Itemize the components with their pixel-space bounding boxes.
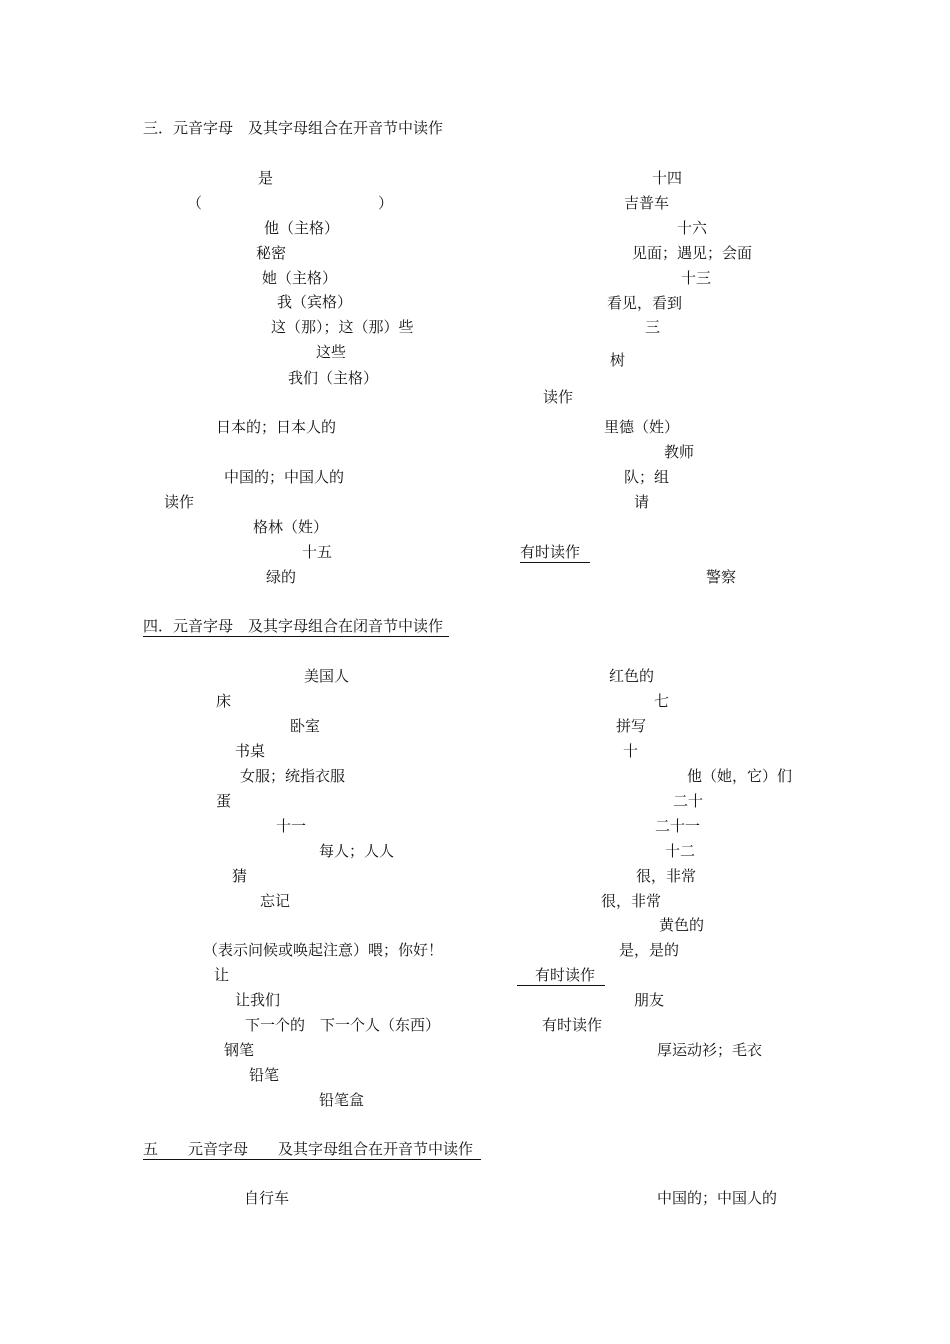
sometimes-read-as-label: 有时读作 bbox=[542, 1016, 603, 1034]
vocab-item: 十三 bbox=[681, 269, 712, 287]
vocab-item: 这（那）；这（那）些 bbox=[271, 318, 414, 336]
vocab-item: 这些 bbox=[316, 343, 347, 361]
vocab-item: 绿的 bbox=[266, 568, 297, 586]
vocab-item: 床 bbox=[216, 692, 232, 710]
vocab-item: 三 bbox=[645, 318, 661, 336]
vocab-item: 拼写 bbox=[616, 717, 647, 735]
vocab-item: 铅笔 bbox=[249, 1066, 280, 1084]
vocab-item: 我（宾格） bbox=[277, 293, 353, 311]
vocab-item: 日本的；日本人的 bbox=[216, 418, 337, 436]
vocab-item: 很，非常 bbox=[601, 892, 662, 910]
section-3-heading: 三．元音字母 及其字母组合在开音节中读作 bbox=[143, 119, 444, 137]
vocab-item: 警察 bbox=[706, 568, 737, 586]
vocab-item: 秘密 bbox=[256, 244, 287, 262]
vocab-item: 钢笔 bbox=[224, 1041, 255, 1059]
vocab-item: 十一 bbox=[276, 817, 307, 835]
vocab-item: 猜 bbox=[232, 867, 248, 885]
vocab-item: 很，非常 bbox=[636, 867, 697, 885]
vocab-item: 让我们 bbox=[235, 991, 281, 1009]
vocab-item: 看见，看到 bbox=[607, 294, 683, 312]
sometimes-read-as-label: 有时读作 bbox=[517, 966, 605, 986]
vocab-item: 厚运动衫；毛衣 bbox=[657, 1041, 763, 1059]
vocab-item: 中国的；中国人的 bbox=[657, 1189, 778, 1207]
vocab-item: 她（主格） bbox=[262, 269, 338, 287]
vocab-item: 朋友 bbox=[634, 991, 665, 1009]
vocab-item: 红色的 bbox=[609, 667, 655, 685]
vocab-item: 队；组 bbox=[624, 468, 670, 486]
vocab-item: 忘记 bbox=[260, 892, 291, 910]
close-paren: ） bbox=[378, 194, 394, 212]
vocab-item: 每人；人人 bbox=[319, 842, 395, 860]
vocab-item: 里德（姓） bbox=[604, 418, 680, 436]
read-as-label: 读作 bbox=[164, 493, 195, 511]
vocab-item: 教师 bbox=[664, 443, 695, 461]
vocab-item: 女服；统指衣服 bbox=[240, 767, 346, 785]
vocab-item: 二十一 bbox=[655, 817, 701, 835]
vocab-item: 是 bbox=[258, 169, 274, 187]
vocab-item: 十二 bbox=[665, 842, 696, 860]
vocab-item: 树 bbox=[610, 351, 626, 369]
vocab-item: 请 bbox=[634, 493, 650, 511]
vocab-item: 下一个的 下一个人（东西） bbox=[245, 1016, 441, 1034]
vocab-item: 中国的；中国人的 bbox=[224, 468, 345, 486]
section-5-heading: 五 元音字母 及其字母组合在开音节中读作 bbox=[143, 1140, 481, 1160]
vocab-item: 见面；遇见；会面 bbox=[632, 244, 753, 262]
vocab-item: 十六 bbox=[677, 219, 708, 237]
section-4-heading: 四．元音字母 及其字母组合在闭音节中读作 bbox=[143, 617, 449, 637]
vocab-item: 他（主格） bbox=[264, 219, 340, 237]
open-paren: （ bbox=[187, 194, 203, 212]
vocab-item: 铅笔盒 bbox=[319, 1091, 365, 1109]
vocab-item: 七 bbox=[654, 692, 670, 710]
sometimes-read-as-label: 有时读作 bbox=[520, 543, 590, 563]
vocab-item: 书桌 bbox=[235, 742, 266, 760]
vocab-item: 美国人 bbox=[304, 667, 350, 685]
read-as-label: 读作 bbox=[543, 388, 574, 406]
vocab-item: 十 bbox=[623, 742, 639, 760]
vocab-item: 二十 bbox=[673, 792, 704, 810]
vocab-item: 自行车 bbox=[244, 1189, 290, 1207]
vocab-item: 格林（姓） bbox=[253, 518, 329, 536]
vocab-item: 吉普车 bbox=[624, 194, 670, 212]
vocab-item: 卧室 bbox=[290, 717, 321, 735]
vocab-item: 是，是的 bbox=[619, 941, 680, 959]
vocab-item: 蛋 bbox=[216, 792, 232, 810]
vocab-item: 十四 bbox=[652, 169, 683, 187]
vocab-item: （表示问候或唤起注意）喂；你好！ bbox=[203, 941, 444, 959]
vocab-item: 他（她，它）们 bbox=[687, 767, 793, 785]
vocab-item: 黄色的 bbox=[659, 916, 705, 934]
vocab-item: 让 bbox=[214, 966, 230, 984]
vocab-item: 十五 bbox=[302, 543, 333, 561]
vocab-item: 我们（主格） bbox=[288, 369, 379, 387]
